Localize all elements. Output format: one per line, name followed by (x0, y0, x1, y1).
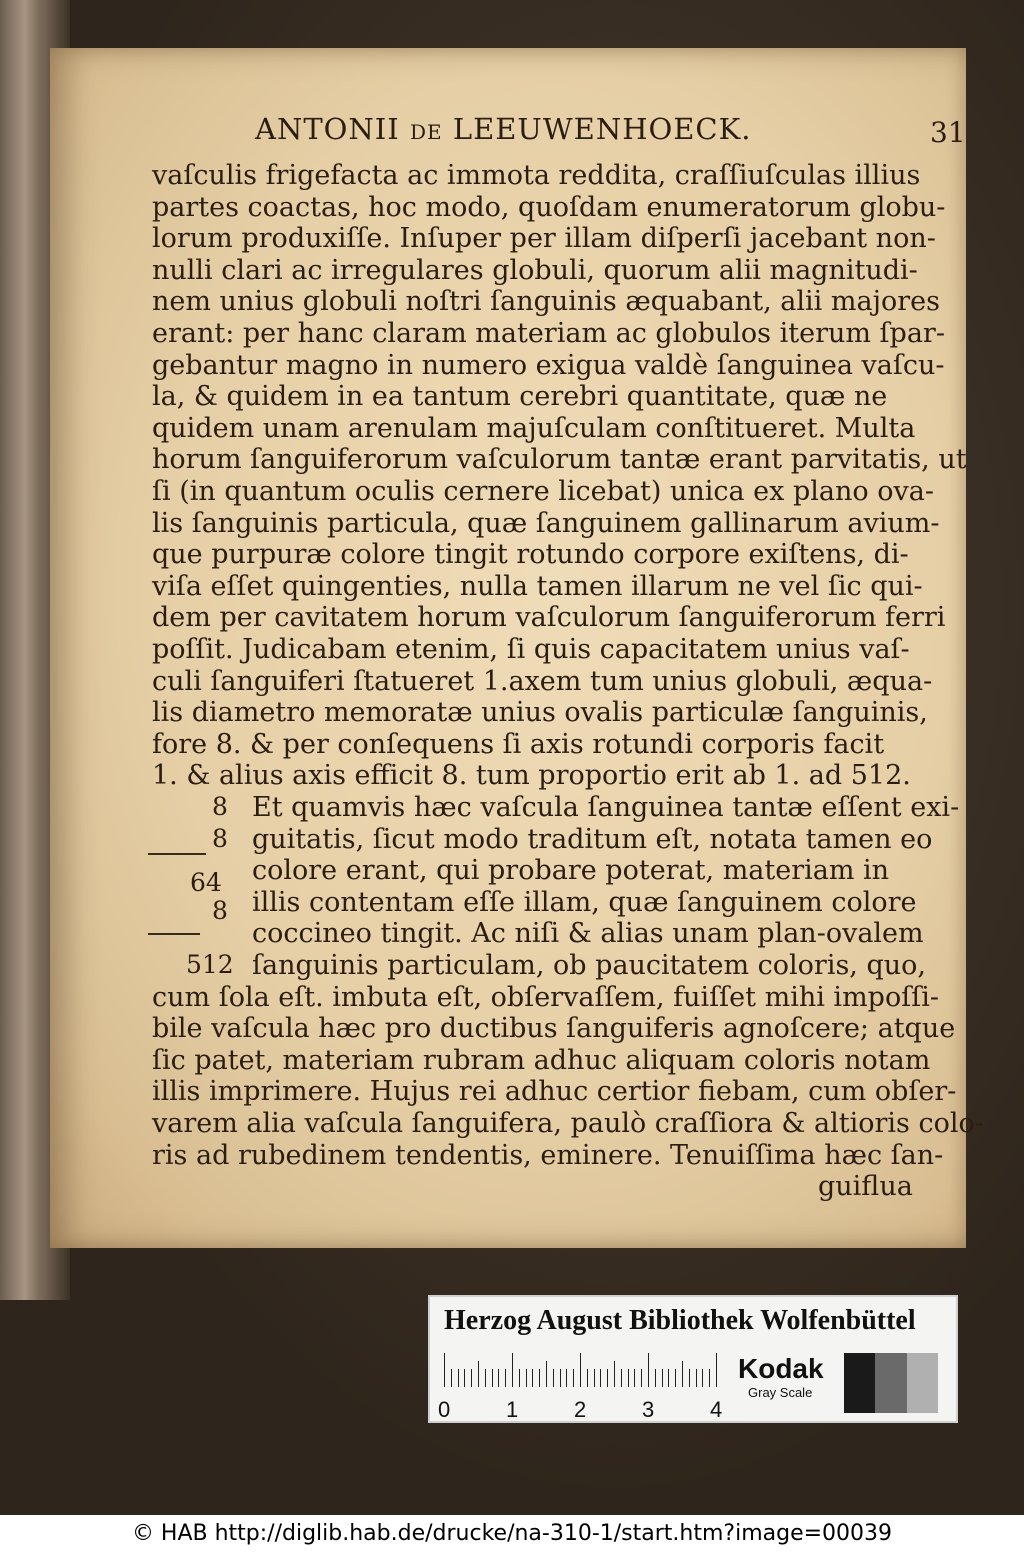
ruler-tick (519, 1369, 520, 1387)
ruler-tick (641, 1369, 642, 1387)
ruler-tick (526, 1369, 527, 1387)
text-line: horum ſanguiferorum vaſculorum tantæ erant parvitatis, ut (152, 444, 967, 475)
running-header (255, 112, 752, 146)
ruler-tick (702, 1369, 703, 1387)
text-line: illis imprimere. Hujus rei adhuc certior fiebam, cum obſer- (152, 1076, 957, 1107)
ruler-tick (573, 1369, 574, 1387)
ruler-tick (587, 1369, 588, 1387)
text-line: dem per cavitatem horum vaſculorum ſanguiferorum ferri (152, 602, 946, 633)
gray-swatches (844, 1353, 938, 1413)
ruler-tick (553, 1369, 554, 1387)
ruler-tick (560, 1369, 561, 1387)
text-line: ſanguinis particulam, ob paucitatem coloris, quo, (252, 950, 926, 981)
ruler-tick (464, 1369, 465, 1387)
ruler-tick (614, 1361, 615, 1387)
measurement-ruler (444, 1353, 719, 1387)
text-line: que purpuræ colore tingit rotundo corpore exiſtens, di- (152, 539, 909, 570)
text-line: guitatis, ſicut modo traditum eſt, notata tamen eo (252, 824, 933, 855)
header-particle: DE (409, 120, 443, 144)
calculation-rule (148, 933, 200, 935)
ruler-tick (485, 1369, 486, 1387)
text-line: culi ſanguiferi ſtatueret 1.axem tum unius globuli, æqua- (152, 666, 933, 697)
text-line: vaſculis frigefacta ac immota reddita, craſſiuſculas illius (152, 160, 921, 191)
ruler-tick (512, 1353, 513, 1387)
ruler-tick (451, 1369, 452, 1387)
text-line: illis contentam eſſe illam, quæ ſanguinem colore (252, 887, 917, 918)
header-author-last: LEEUWENHOECK. (452, 112, 752, 146)
text-line: ris ad rubedinem tendentis, eminere. Tenuiſſima hæc ſan- (152, 1140, 944, 1171)
ruler-tick (539, 1369, 540, 1387)
ruler-tick (498, 1369, 499, 1387)
page-number: 31 (930, 116, 966, 149)
text-line: ſic patet, materiam rubram adhuc aliquam coloris notam (152, 1045, 931, 1076)
text-line: viſa eſſet quingenties, nulla tamen illarum ne vel ſic qui- (152, 571, 923, 602)
ruler-tick (709, 1369, 710, 1387)
ruler-tick (662, 1369, 663, 1387)
text-line: lis diametro memoratæ unius ovalis particulæ ſanguinis, (152, 697, 928, 728)
ruler-tick (668, 1369, 669, 1387)
ruler-tick (682, 1361, 683, 1387)
ruler-number: 3 (642, 1397, 655, 1422)
ruler-number: 2 (574, 1397, 587, 1422)
color-reference-bar (428, 1295, 958, 1423)
text-line: colore erant, qui probare poterat, materiam in (252, 855, 890, 886)
text-line: 1. & alius axis efficit 8. tum proportio erit ab 1. ad 512. (152, 760, 911, 791)
calculation-figure: 8 (212, 824, 228, 853)
calculation-figure: 64 (190, 868, 222, 897)
ruler-tick (458, 1369, 459, 1387)
catchword: guiflua (818, 1171, 913, 1202)
ruler-tick (471, 1369, 472, 1387)
ruler-tick (655, 1369, 656, 1387)
copyright-footer: © HAB http://diglib.hab.de/drucke/na-310-1/start.htm?image=00039 (0, 1515, 1024, 1553)
text-line: erant: per hanc claram materiam ac globulos iterum ſpar- (152, 318, 945, 349)
text-line: quidem unam arenulam majuſculam conſtitueret. Multa (152, 413, 916, 444)
ruler-tick (444, 1353, 445, 1387)
text-line: nem unius globuli noſtri ſanguinis æquabant, alii majores (152, 286, 940, 317)
text-line: ſi (in quantum oculis cernere licebat) unica ex plano ova- (152, 476, 934, 507)
ruler-tick (607, 1369, 608, 1387)
ruler-number: 1 (506, 1397, 519, 1422)
ruler-tick (689, 1369, 690, 1387)
ruler-number: 0 (438, 1397, 451, 1422)
ruler-tick (478, 1361, 479, 1387)
ruler-tick (580, 1353, 581, 1387)
ruler-tick (634, 1369, 635, 1387)
ruler-tick (696, 1369, 697, 1387)
ruler-tick (492, 1369, 493, 1387)
text-line: lis ſanguinis particula, quæ ſanguinem gallinarum avium- (152, 508, 940, 539)
ruler-tick (546, 1361, 547, 1387)
text-line: la, & quidem in ea tantum cerebri quantitate, quæ ne (152, 381, 888, 412)
gray-swatch-mid (875, 1353, 906, 1413)
ruler-tick (648, 1353, 649, 1387)
ruler-tick (566, 1369, 567, 1387)
ruler-tick (628, 1369, 629, 1387)
text-line: poſſit. Judicabam etenim, ſi quis capacitatem unius vaſ- (152, 634, 910, 665)
gray-scale-label: Gray Scale (748, 1385, 813, 1400)
ruler-tick (716, 1353, 717, 1387)
text-line: fore 8. & per conſequens ſi axis rotundi corporis facit (152, 729, 885, 760)
ruler-tick (594, 1369, 595, 1387)
text-line: bile vaſcula hæc pro ductibus ſanguiferis agnoſcere; atque (152, 1013, 956, 1044)
gray-swatch-dark (844, 1353, 875, 1413)
ruler-tick (675, 1369, 676, 1387)
text-line: gebantur magno in numero exigua valdè ſanguinea vaſcu- (152, 350, 945, 381)
ruler-number: 4 (710, 1397, 723, 1422)
gray-swatch-light (907, 1353, 938, 1413)
text-line: nulli clari ac irregulares globuli, quorum alii magnitudi- (152, 255, 918, 286)
calculation-figure: 8 (212, 896, 228, 925)
text-line: varem alia vaſcula ſanguifera, paulò craſſiora & altioris colo- (152, 1108, 984, 1139)
text-line: Et quamvis hæc vaſcula ſanguinea tantæ eſſent exi- (252, 792, 960, 823)
text-line: coccineo tingit. Ac niſi & alias unam plan-ovalem (252, 918, 924, 949)
calculation-rule (148, 853, 206, 855)
text-line: lorum produxiſſe. Inſuper per illam diſperſi jacebant non- (152, 223, 936, 254)
library-name: Herzog August Bibliothek Wolfenbüttel (444, 1305, 916, 1336)
text-line: cum ſola eſt. imbuta eſt, obſervaſſem, fuiſſet mihi impoſſi- (152, 982, 939, 1013)
ruler-tick (505, 1369, 506, 1387)
kodak-logo: Kodak (738, 1353, 824, 1384)
ruler-tick (532, 1369, 533, 1387)
ruler-tick (600, 1369, 601, 1387)
calculation-figure: 512 (186, 950, 234, 979)
calculation-figure: 8 (212, 792, 228, 821)
header-author-first: ANTONII (255, 112, 400, 146)
text-line: partes coactas, hoc modo, quoſdam enumeratorum globu- (152, 192, 946, 223)
ruler-tick (621, 1369, 622, 1387)
